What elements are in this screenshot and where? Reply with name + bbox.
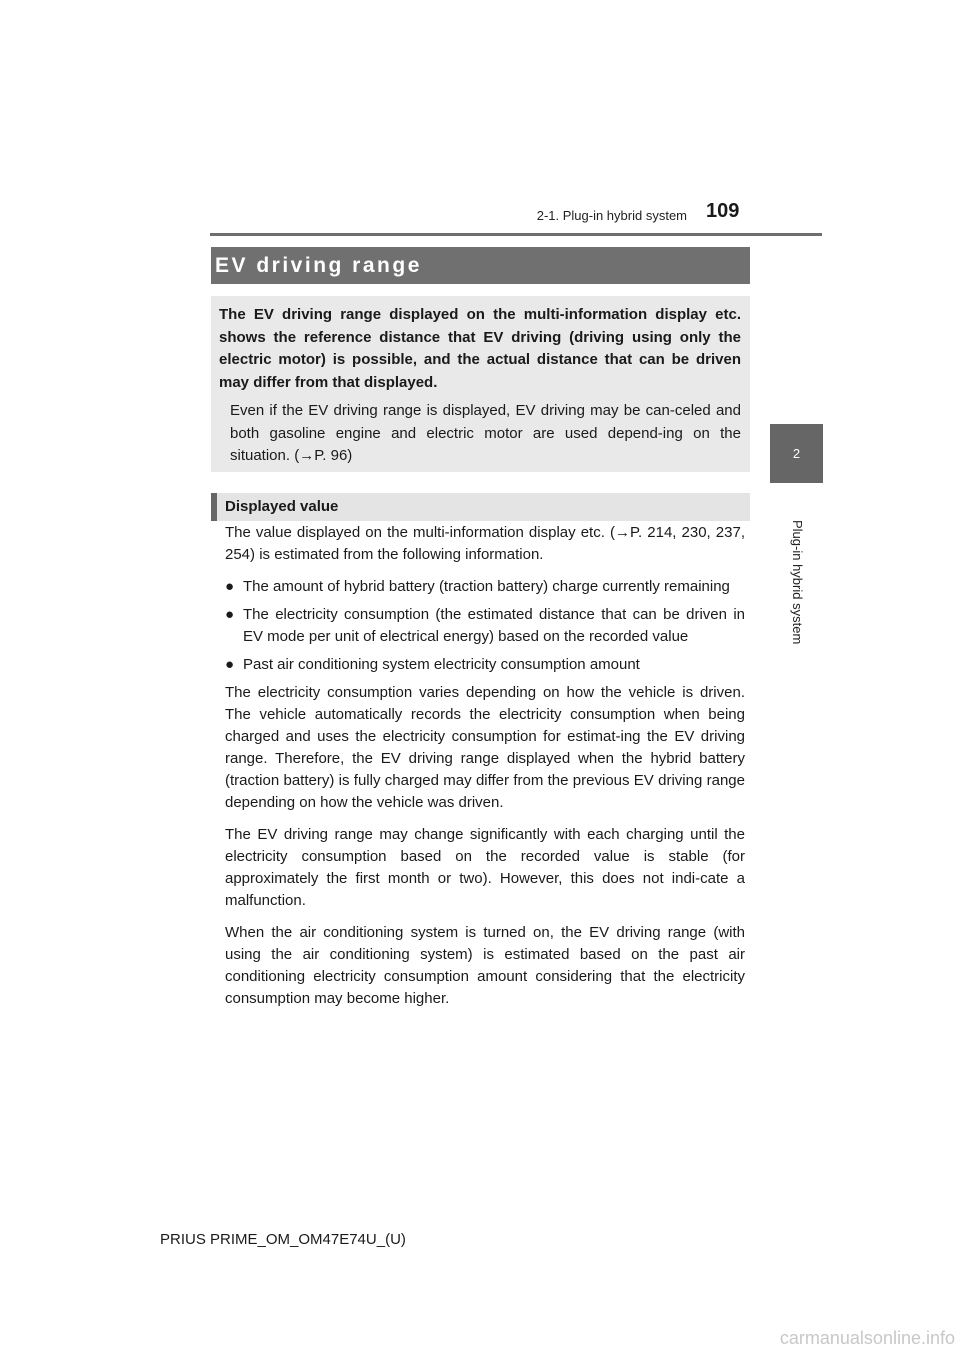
intro-box <box>211 296 750 472</box>
list-item <box>225 576 745 598</box>
watermark-text: carmanualsonline.info <box>779 1328 955 1348</box>
page-title: EV driving range <box>211 247 750 284</box>
list-item-text: The electricity consumption (the estimated distance that can be driven in EV mode per unit of electrical energy) based on the recorded value <box>243 606 745 645</box>
section-lead: The value displayed on the multi-information display etc. (→P. 214, 230, 237, 254) is estimated from the following information. <box>225 524 745 563</box>
intro-bold-text: The EV driving range displayed on the multi-information display etc. shows the reference distance that EV driving (driving using only the electric motor) is possible, and the actual distance that can be driven may differ from that displayed. <box>219 306 741 391</box>
list-item-text: Past air conditioning system electricity consumption amount <box>243 656 640 673</box>
intro-normal-text: Even if the EV driving range is displayed, EV driving may be can-celed and both gasoline engine and electric motor are used depend-ing on the situation. (→P. 96) <box>230 402 741 464</box>
bullet-icon: ● <box>225 578 235 595</box>
header-section-title: 2-1. Plug-in hybrid system <box>536 208 687 223</box>
chapter-tab-label: Plug-in hybrid system <box>790 520 805 645</box>
section-body <box>225 522 745 1020</box>
body-paragraph: When the air conditioning system is turned on, the EV driving range (with using the air conditioning system) is estimated based on the past air conditioning electricity consumption amount considering that the electricity consumption may become higher. <box>225 924 745 1007</box>
header-divider <box>210 233 822 236</box>
bullet-icon: ● <box>225 656 235 673</box>
list-item-text: The amount of hybrid battery (traction battery) charge currently remaining <box>243 578 730 595</box>
section-heading: Displayed value <box>211 493 750 521</box>
list-item <box>225 654 745 676</box>
list-item <box>225 604 745 648</box>
body-paragraph: The EV driving range may change significantly with each charging until the electricity consumption based on the recorded value is stable (for approximately the first month or two). However, this does not indi-cate a malfunction. <box>225 826 745 909</box>
bullet-icon: ● <box>225 606 235 623</box>
body-paragraph: The electricity consumption varies depending on how the vehicle is driven. The vehicle automatically records the electricity consumption when being charged and uses the electricity consumption for estimat-ing the EV driving range. Therefore, the EV driving range displayed when the hybrid battery (traction battery) is fully charged may differ from the previous EV driving range depending on how the vehicle was driven. <box>225 684 745 811</box>
footer-document-id: PRIUS PRIME_OM_OM47E74U_(U) <box>160 1231 406 1248</box>
page-number: 109 <box>706 200 740 222</box>
chapter-tab: 2 <box>770 424 823 483</box>
